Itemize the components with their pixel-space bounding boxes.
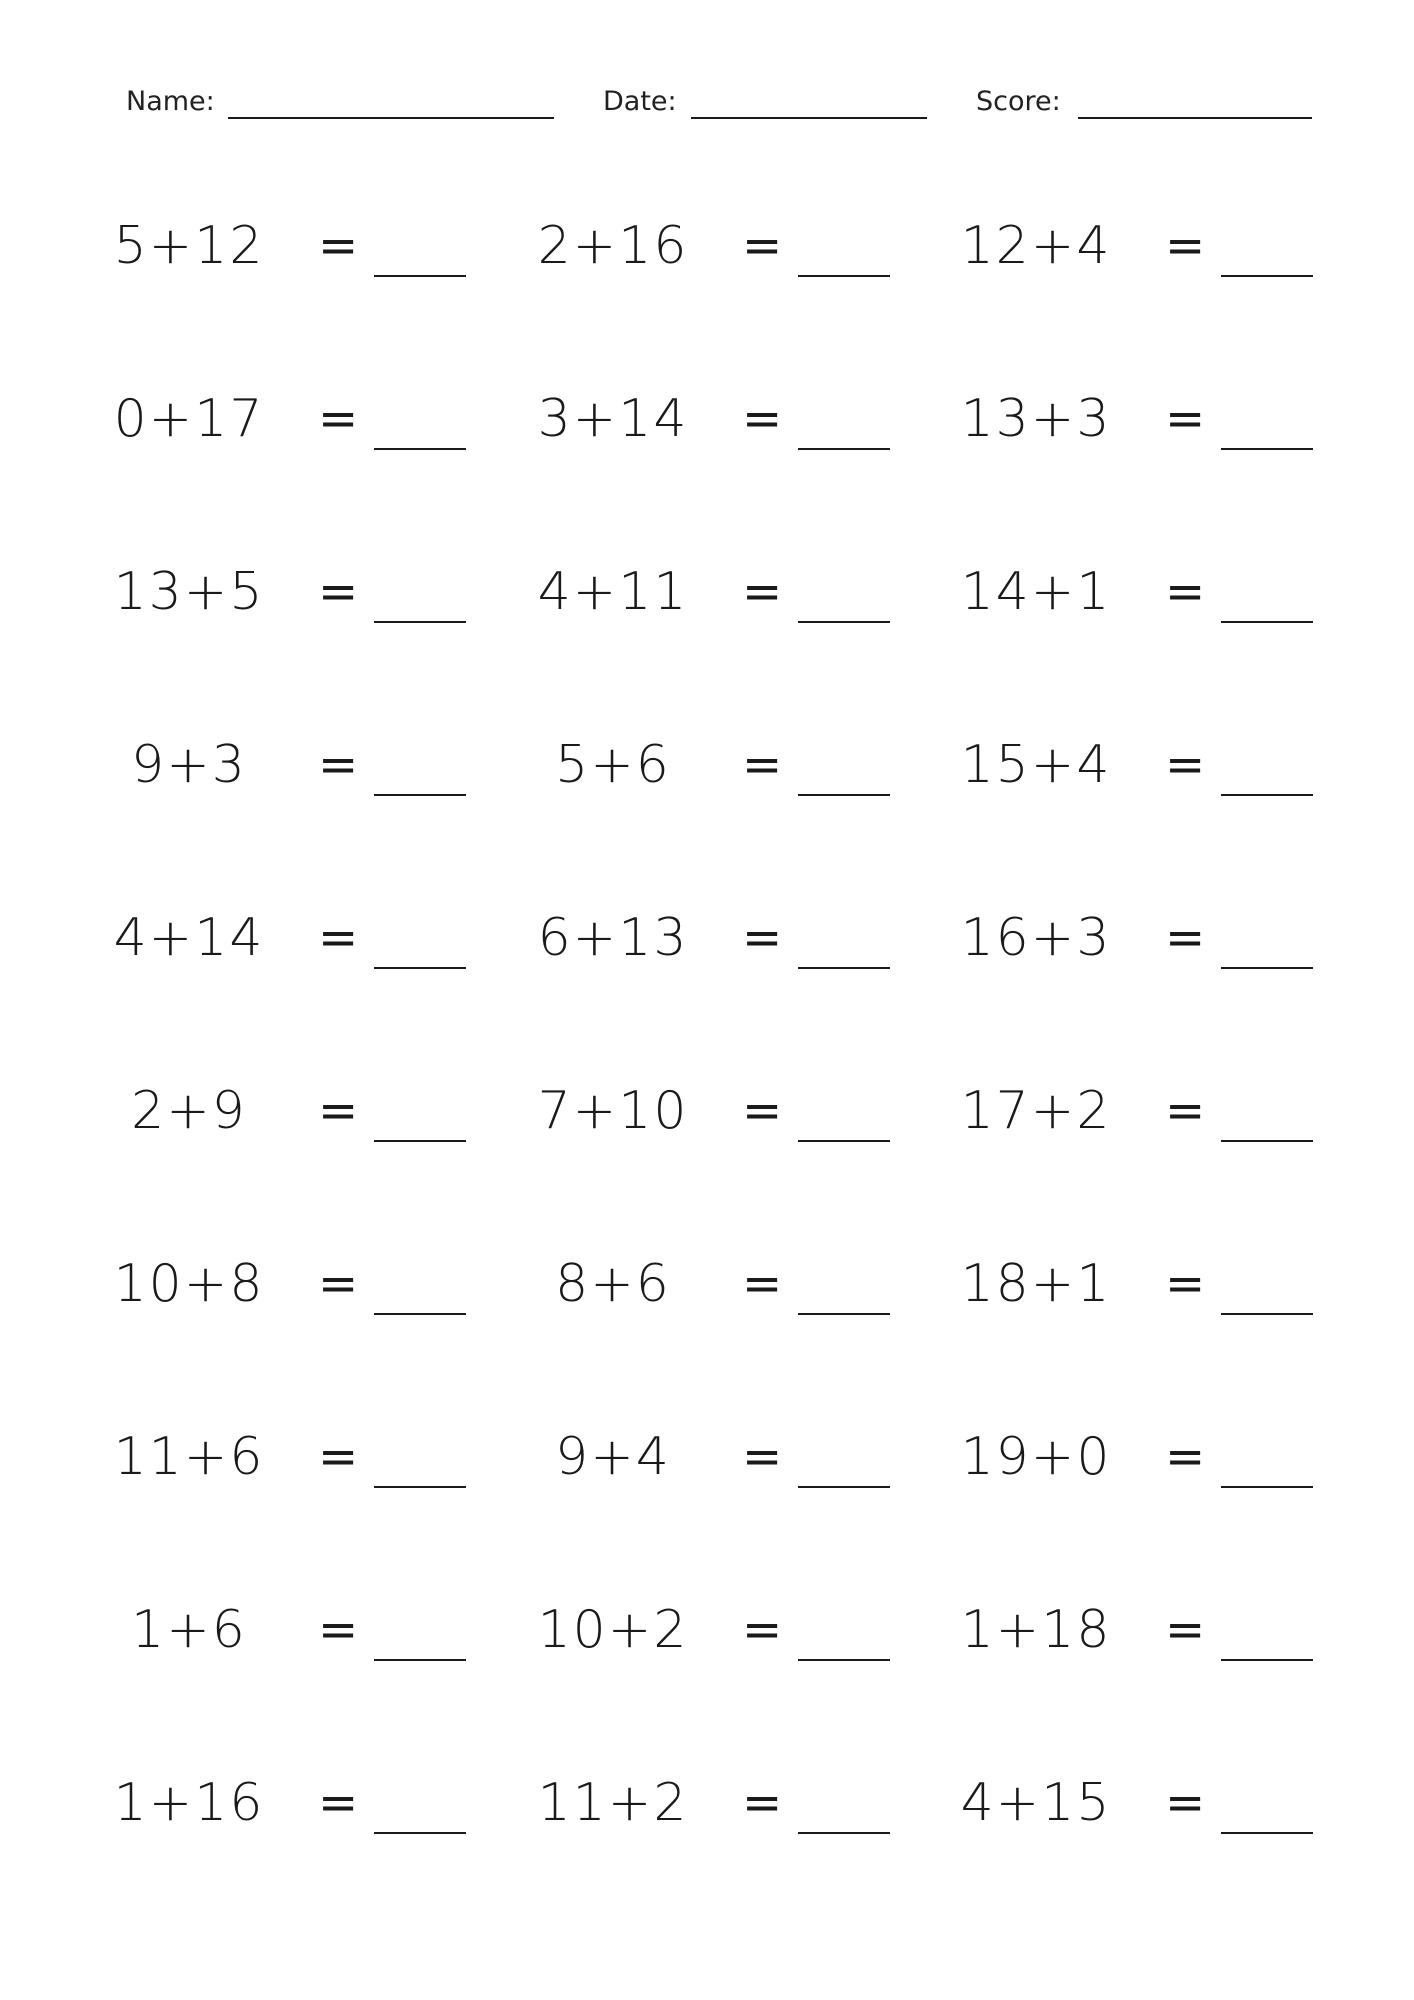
problem-item (104, 907, 434, 977)
equals-sign: = (318, 391, 359, 447)
problem-expression: 14+1 (960, 562, 1112, 622)
problem-item (951, 907, 1281, 977)
problem-item (104, 734, 434, 804)
problem-item (528, 1253, 858, 1323)
equals-sign: = (318, 1083, 359, 1139)
equals-sign: = (318, 737, 359, 793)
problem-expression: 5+6 (555, 735, 671, 795)
equals-sign: = (1165, 1602, 1206, 1658)
problem-item (104, 1080, 434, 1150)
date-label: Date: (603, 86, 677, 117)
problem-expression: 13+5 (113, 562, 265, 622)
problem-item (951, 561, 1281, 631)
answer-blank[interactable] (798, 794, 890, 796)
problem-expression: 2+16 (537, 216, 689, 276)
problem-item (528, 388, 858, 458)
problem-item (528, 1599, 858, 1669)
problem-expression: 1+18 (960, 1600, 1112, 1660)
answer-blank[interactable] (374, 1313, 466, 1315)
answer-blank[interactable] (1221, 275, 1313, 277)
answer-blank[interactable] (798, 1313, 890, 1315)
problem-item (104, 561, 434, 631)
name-label: Name: (126, 86, 215, 117)
problem-item (951, 388, 1281, 458)
answer-blank[interactable] (1221, 621, 1313, 623)
problem-item (104, 388, 434, 458)
problem-expression: 9+3 (131, 735, 247, 795)
problem-item (951, 1080, 1281, 1150)
problem-expression: 18+1 (960, 1254, 1112, 1314)
problem-item (528, 215, 858, 285)
answer-blank[interactable] (374, 1486, 466, 1488)
problem-expression: 10+8 (113, 1254, 265, 1314)
equals-sign: = (1165, 1083, 1206, 1139)
problem-expression: 5+12 (113, 216, 265, 276)
equals-sign: = (318, 218, 359, 274)
problem-expression: 3+14 (537, 389, 689, 449)
answer-blank[interactable] (374, 967, 466, 969)
answer-blank[interactable] (374, 275, 466, 277)
answer-blank[interactable] (1221, 1486, 1313, 1488)
equals-sign: = (318, 910, 359, 966)
problem-expression: 1+16 (113, 1773, 265, 1833)
equals-sign: = (1165, 910, 1206, 966)
problem-expression: 1+6 (131, 1600, 247, 1660)
problem-item (528, 907, 858, 977)
score-label: Score: (976, 86, 1061, 117)
problem-expression: 4+11 (537, 562, 689, 622)
problem-item (104, 1599, 434, 1669)
problem-expression: 8+6 (555, 1254, 671, 1314)
answer-blank[interactable] (374, 621, 466, 623)
problem-expression: 4+14 (113, 908, 265, 968)
problem-item (951, 1426, 1281, 1496)
answer-blank[interactable] (374, 1659, 466, 1661)
equals-sign: = (742, 564, 783, 620)
equals-sign: = (1165, 391, 1206, 447)
answer-blank[interactable] (798, 275, 890, 277)
problem-item (104, 215, 434, 285)
problem-item (104, 1772, 434, 1842)
equals-sign: = (742, 1083, 783, 1139)
equals-sign: = (1165, 1429, 1206, 1485)
answer-blank[interactable] (1221, 1313, 1313, 1315)
equals-sign: = (742, 1429, 783, 1485)
answer-blank[interactable] (798, 621, 890, 623)
answer-blank[interactable] (798, 967, 890, 969)
problem-expression: 12+4 (960, 216, 1112, 276)
problem-item (104, 1253, 434, 1323)
answer-blank[interactable] (798, 1832, 890, 1834)
answer-blank[interactable] (1221, 1659, 1313, 1661)
equals-sign: = (318, 1602, 359, 1658)
problem-expression: 15+4 (960, 735, 1112, 795)
problem-expression: 9+4 (555, 1427, 671, 1487)
equals-sign: = (1165, 564, 1206, 620)
equals-sign: = (318, 1775, 359, 1831)
problem-item (951, 215, 1281, 285)
equals-sign: = (1165, 1775, 1206, 1831)
problem-expression: 16+3 (960, 908, 1112, 968)
problem-expression: 11+2 (537, 1773, 689, 1833)
problem-expression: 10+2 (537, 1600, 689, 1660)
equals-sign: = (1165, 218, 1206, 274)
problem-expression: 17+2 (960, 1081, 1112, 1141)
equals-sign: = (742, 1602, 783, 1658)
answer-blank[interactable] (374, 794, 466, 796)
problem-expression: 7+10 (537, 1081, 689, 1141)
equals-sign: = (742, 1256, 783, 1312)
equals-sign: = (742, 1775, 783, 1831)
answer-blank[interactable] (798, 1140, 890, 1142)
problem-item (528, 1426, 858, 1496)
answer-blank[interactable] (1221, 794, 1313, 796)
equals-sign: = (1165, 737, 1206, 793)
answer-blank[interactable] (798, 448, 890, 450)
equals-sign: = (742, 218, 783, 274)
problem-expression: 0+17 (113, 389, 265, 449)
problem-expression: 19+0 (960, 1427, 1112, 1487)
problem-expression: 11+6 (113, 1427, 265, 1487)
answer-blank[interactable] (798, 1659, 890, 1661)
problem-item (528, 734, 858, 804)
problem-item (528, 1080, 858, 1150)
problem-item (528, 1772, 858, 1842)
equals-sign: = (742, 910, 783, 966)
equals-sign: = (318, 564, 359, 620)
answer-blank[interactable] (374, 1832, 466, 1834)
problem-item (528, 561, 858, 631)
equals-sign: = (742, 737, 783, 793)
problem-item (951, 1599, 1281, 1669)
equals-sign: = (1165, 1256, 1206, 1312)
answer-blank[interactable] (374, 1140, 466, 1142)
problem-item (951, 1772, 1281, 1842)
problem-expression: 13+3 (960, 389, 1112, 449)
equals-sign: = (318, 1429, 359, 1485)
problem-expression: 4+15 (960, 1773, 1112, 1833)
answer-blank[interactable] (1221, 967, 1313, 969)
answer-blank[interactable] (374, 448, 466, 450)
problem-item (104, 1426, 434, 1496)
problem-expression: 2+9 (131, 1081, 247, 1141)
problem-item (951, 734, 1281, 804)
problem-item (951, 1253, 1281, 1323)
answer-blank[interactable] (1221, 1832, 1313, 1834)
equals-sign: = (318, 1256, 359, 1312)
equals-sign: = (742, 391, 783, 447)
answer-blank[interactable] (1221, 1140, 1313, 1142)
answer-blank[interactable] (1221, 448, 1313, 450)
problem-expression: 6+13 (537, 908, 689, 968)
answer-blank[interactable] (798, 1486, 890, 1488)
